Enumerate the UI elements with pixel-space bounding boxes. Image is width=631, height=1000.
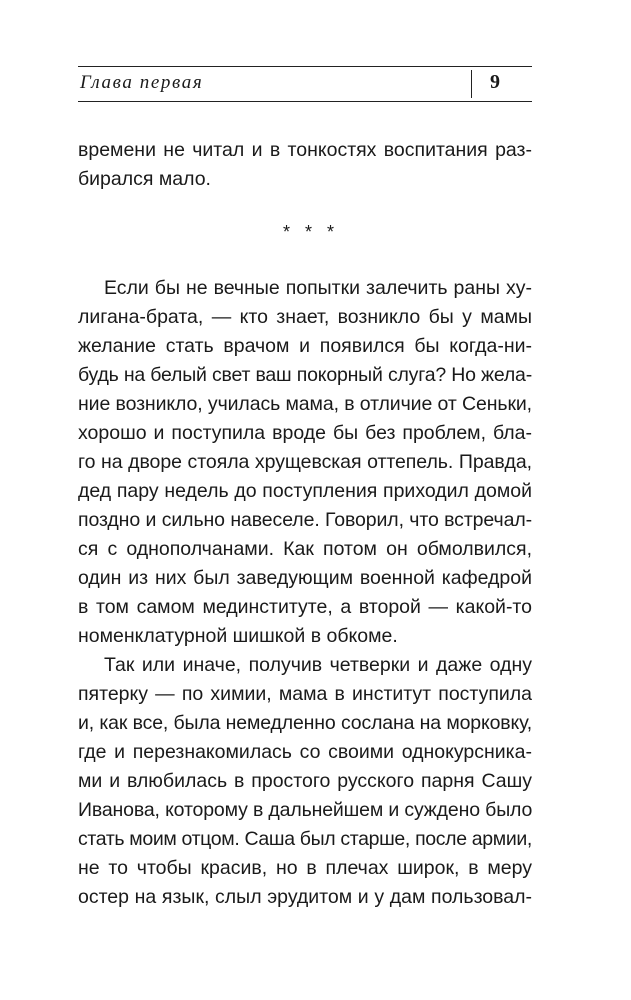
header-divider bbox=[471, 70, 472, 98]
text-line: пятерку — по химии, мама в институт поступила bbox=[78, 683, 532, 705]
separator-asterisks: * * * bbox=[283, 222, 340, 242]
text-line: Если бы не вечные попытки залечить раны ху- bbox=[104, 277, 532, 299]
text-line: желание стать врачом и появился бы когда-ни- bbox=[78, 335, 532, 357]
text-line: го на дворе стояла хрущевская оттепель. Правда, bbox=[78, 451, 532, 473]
text-line: будь на белый свет ваш покорный слуга? Но жела- bbox=[78, 364, 532, 386]
text-line: один из них был заведующим военной кафедрой bbox=[78, 567, 532, 589]
header-bottom-rule bbox=[78, 101, 532, 102]
main-text bbox=[78, 274, 532, 912]
text-line: бирался мало. bbox=[78, 168, 211, 190]
text-line: дед пару недель до поступления приходил домой bbox=[78, 480, 532, 502]
text-line: лигана-брата, — кто знает, возникло бы у мамы bbox=[78, 306, 532, 328]
text-line: ми и влюбилась в простого русского парня Сашу bbox=[78, 770, 532, 792]
text-line: остер на язык, слыл эрудитом и у дам пользовал- bbox=[78, 886, 532, 908]
text-line: не то чтобы красив, но в плечах широк, в меру bbox=[78, 857, 532, 879]
text-line: Так или иначе, получив четверки и даже одну bbox=[104, 654, 532, 676]
text-line: в том самом мединституте, а второй — какой-то bbox=[78, 596, 532, 618]
text-line: где и перезнакомилась со своими однокурсника- bbox=[78, 741, 532, 763]
text-line: Иванова, которому в дальнейшем и суждено было bbox=[78, 799, 533, 821]
paragraph-continuation bbox=[78, 136, 532, 194]
text-line: ся с однополчанами. Как потом он обмолвился, bbox=[78, 538, 532, 560]
chapter-title: Глава первая bbox=[80, 72, 204, 93]
text-line: ние возникло, училась мама, в отличие от Сеньки, bbox=[78, 393, 532, 415]
text-line: стать моим отцом. Саша был старше, после армии, bbox=[78, 828, 532, 850]
text-line: поздно и сильно навеселе. Говорил, что встречал- bbox=[78, 509, 532, 531]
text-line: времени не читал и в тонкостях воспитания раз- bbox=[78, 139, 532, 161]
text-line: хорошо и поступила вроде бы без проблем, бла- bbox=[78, 422, 532, 444]
page-number: 9 bbox=[490, 71, 500, 93]
text-line: номенклатурной шишкой в обкоме. bbox=[78, 625, 398, 647]
header-top-rule bbox=[78, 66, 532, 67]
text-line: и, как все, была немедленно сослана на морковку, bbox=[78, 712, 532, 734]
